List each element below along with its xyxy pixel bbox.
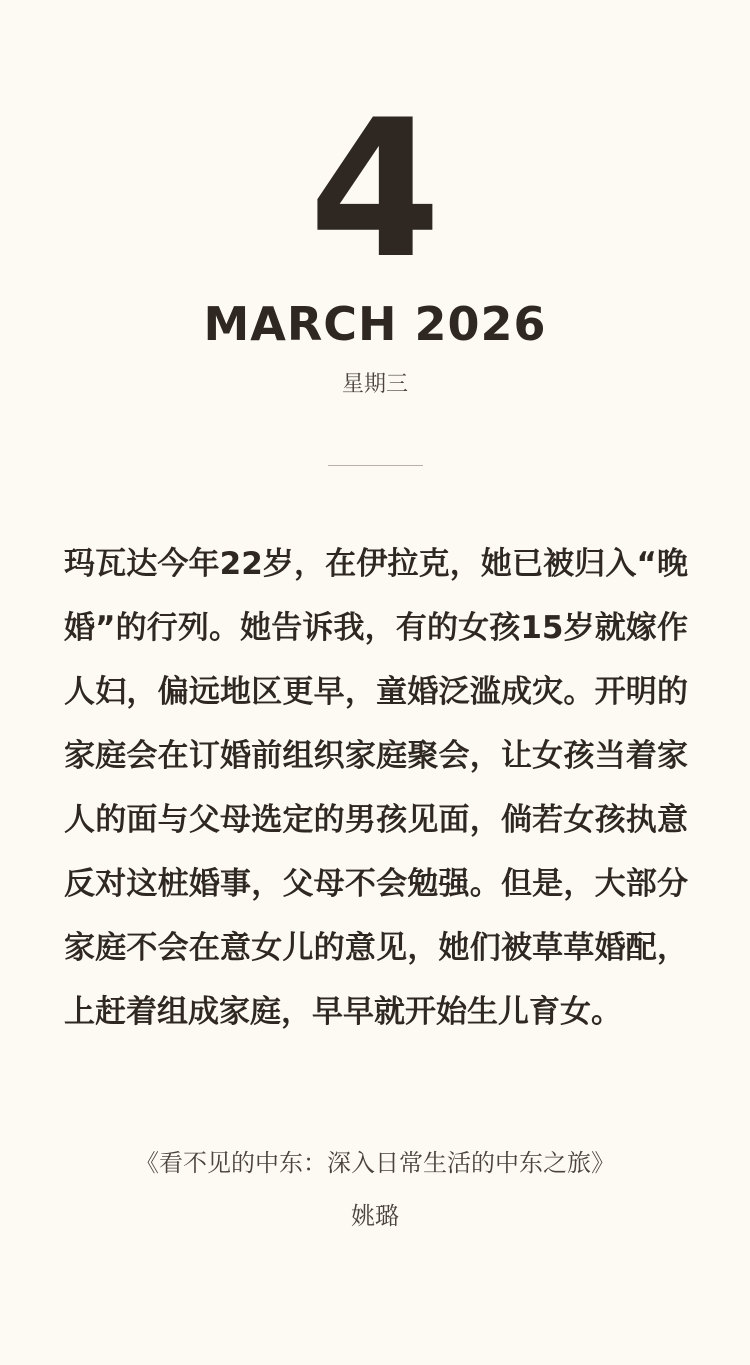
month-year-label: MARCH 2026 bbox=[203, 297, 547, 351]
divider bbox=[328, 465, 423, 466]
quote-text: 玛瓦达今年22岁，在伊拉克，她已被归入“晚婚”的行列。她告诉我，有的女孩15岁就嫁作人妇，偏远地区更早，童婚泛滥成灾。开明的家庭会在订婚前组织家庭聚会，让女孩当着家人的面与父母选定的男孩见面，倘若女孩执意反对这桩婚事，父母不会勉强。但是，大部分家庭不会在意女儿的意见，她们被草草婚配，上赶着组成家庭，早早就开始生儿育女。 bbox=[64, 546, 688, 1030]
day-number: 4 bbox=[308, 79, 442, 300]
weekday-label: 星期三 bbox=[341, 372, 408, 397]
book-title: 《看不见的中东：深入日常生活的中东之旅》 bbox=[135, 1149, 615, 1177]
author-name: 姚璐 bbox=[351, 1202, 399, 1230]
